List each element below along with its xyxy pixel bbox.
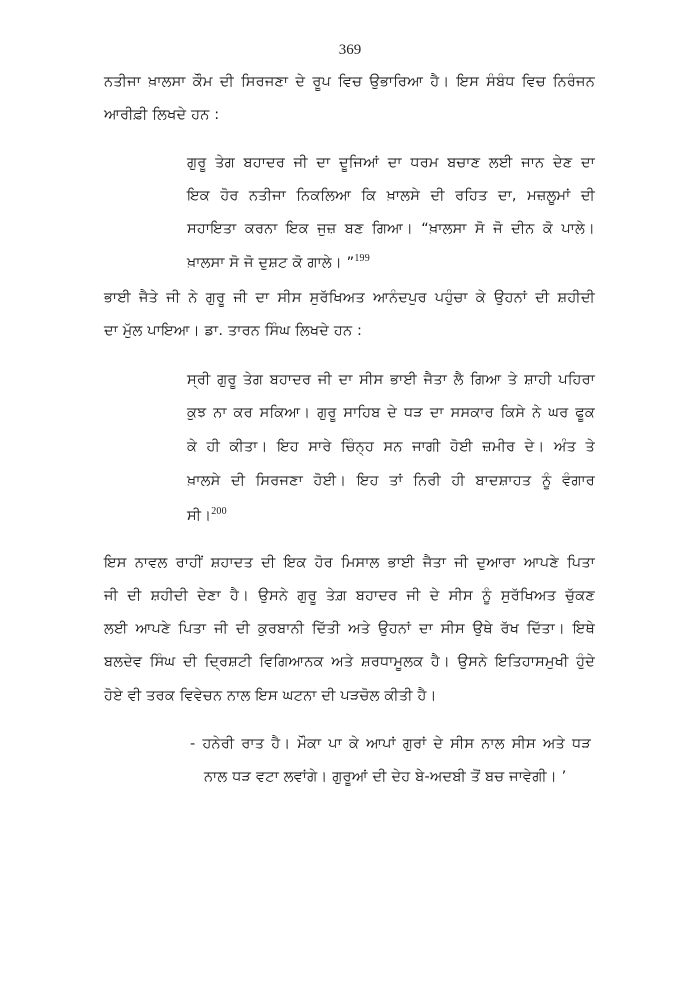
footnote-marker: 200 — [211, 506, 227, 517]
text-line: ਦਾ ਮੁੱਲ ਪਾਇਆ। ਡਾ. ਤਾਰਨ ਸਿੰਘ ਲਿਖਦੇ ਹਨ : — [104, 323, 363, 339]
text-line: ਬਲਦੇਵ ਸਿੰਘ ਦੀ ਦ੍ਰਿਸ਼ਟੀ ਵਿਗਿਆਨਕ ਅਤੇ ਸ਼ਰਧਾਮੂਲਕ ਹੈ। ਉਸਨੇ ਇਤਿਹਾਸਮੁਖੀ ਹੁੰਦੇ — [104, 654, 595, 670]
dialogue-line: ਨਾਲ ਧੜ ਵਟਾ ਲਵਾਂਗੇ। ਗੁਰੂਆਂ ਦੀ ਦੇਹ ਬੇ-ਅਦਬੀ ਤੋਂ ਬਚ ਜਾਵੇਗੀ। ’ — [204, 769, 567, 785]
page-number: 369 — [338, 42, 362, 58]
text-line: ਭਾਈ ਜੈਤੇ ਜੀ ਨੇ ਗੁਰੂ ਜੀ ਦਾ ਸੀਸ ਸੁਰੱਖਿਅਤ ਆਨੰਦਪੁਰ ਪਹੁੰਚਾ ਕੇ ਉਹਨਾਂ ਦੀ ਸ਼ਹੀਦੀ — [104, 290, 595, 306]
quote-line: ਕੁਝ ਨਾ ਕਰ ਸਕਿਆ। ਗੁਰੂ ਸਾਹਿਬ ਦੇ ਧੜ ਦਾ ਸਸਕਾਰ ਕਿਸੇ ਨੇ ਘਰ ਫੂਕ — [187, 405, 595, 421]
dialogue-line: - ਹਨੇਰੀ ਰਾਤ ਹੈ। ਮੌਕਾ ਪਾ ਕੇ ਆਪਾਂ ਗੁਰਾਂ ਦੇ ਸੀਸ ਨਾਲ ਸੀਸ ਅਤੇ ਧੜ — [190, 736, 591, 752]
quote-line: ਕੇ ਹੀ ਕੀਤਾ। ਇਹ ਸਾਰੇ ਚਿੰਨ੍ਹ ਸਨ ਜਾਗੀ ਹੋਈ ਜ਼ਮੀਰ ਦੇ। ਅੰਤ ਤੇ — [187, 439, 595, 455]
quote-line — [187, 506, 227, 526]
text-line: ਹੋਏ ਵੀ ਤਰਕ ਵਿਵੇਚਨ ਨਾਲ ਇਸ ਘਟਨਾ ਦੀ ਪੜਚੋਲ ਕੀਤੀ ਹੈ। — [104, 688, 437, 704]
text-line: ਇਸ ਨਾਵਲ ਰਾਹੀਂ ਸ਼ਹਾਦਤ ਦੀ ਇਕ ਹੋਰ ਮਿਸਾਲ ਭਾਈ ਜੈਤਾ ਜੀ ਦੁਆਰਾ ਆਪਣੇ ਪਿਤਾ — [104, 555, 595, 571]
text-line: ਨਤੀਜਾ ਖ਼ਾਲਸਾ ਕੌਮ ਦੀ ਸਿਰਜਣਾ ਦੇ ਰੂਪ ਵਿਚ ਉਭਾਰਿਆ ਹੈ। ਇਸ ਸੰਬੰਧ ਵਿਚ ਨਿਰੰਜਨ — [104, 74, 595, 90]
quote-line: ਇਕ ਹੋਰ ਨਤੀਜਾ ਨਿਕਲਿਆ ਕਿ ਖ਼ਾਲਸੇ ਦੀ ਰਹਿਤ ਦਾ, ਮਜ਼ਲੂਮਾਂ ਦੀ — [187, 188, 595, 204]
text-line: ਜੀ ਦੀ ਸ਼ਹੀਦੀ ਦੇਣਾ ਹੈ। ਉਸਨੇ ਗੁਰੂ ਤੇਗ਼ ਬਹਾਦਰ ਜੀ ਦੇ ਸੀਸ ਨੂੰ ਸੁਰੱਖਿਅਤ ਚੁੱਕਣ — [104, 588, 595, 604]
quote-line: ਸਹਾਇਤਾ ਕਰਨਾ ਇਕ ਜੁਜ਼ ਬਣ ਗਿਆ। “ਖ਼ਾਲਸਾ ਸੋ ਜੋ ਦੀਨ ਕੋ ਪਾਲੇ। — [187, 221, 595, 237]
quote-line: ਖ਼ਾਲਸੇ ਦੀ ਸਿਰਜਣਾ ਹੋਈ। ਇਹ ਤਾਂ ਨਿਰੀ ਹੀ ਬਾਦਸ਼ਾਹਤ ਨੂੰ ਵੰਗਾਰ — [187, 473, 595, 489]
quote-line: ਗੁਰੂ ਤੇਗ ਬਹਾਦਰ ਜੀ ਦਾ ਦੂਜਿਆਂ ਦਾ ਧਰਮ ਬਚਾਣ ਲਈ ਜਾਨ ਦੇਣ ਦਾ — [187, 155, 595, 171]
footnote-marker: 199 — [354, 253, 370, 264]
text-line: ਲਈ ਆਪਣੇ ਪਿਤਾ ਜੀ ਦੀ ਕੁਰਬਾਨੀ ਦਿੱਤੀ ਅਤੇ ਉਹਨਾਂ ਦਾ ਸੀਸ ਉਥੇ ਰੱਖ ਦਿੱਤਾ। ਇਥੇ — [104, 621, 595, 637]
quote-text: ਖ਼ਾਲਸਾ ਸੋ ਜੋ ਦੁਸ਼ਟ ਕੋ ਗਾਲੇ। ” — [187, 255, 355, 271]
quote-line: ਸ੍ਰੀ ਗੁਰੂ ਤੇਗ ਬਹਾਦਰ ਜੀ ਦਾ ਸੀਸ ਭਾਈ ਜੈਤਾ ਲੈ ਗਿਆ ਤੇ ਸ਼ਾਹੀ ਪਹਿਰਾ — [187, 372, 595, 388]
quote-text: ਸੀ। — [187, 508, 212, 524]
text-line: ਆਰੀਫ਼ੀ ਲਿਖਦੇ ਹਨ : — [104, 107, 220, 123]
quote-line — [187, 253, 370, 273]
